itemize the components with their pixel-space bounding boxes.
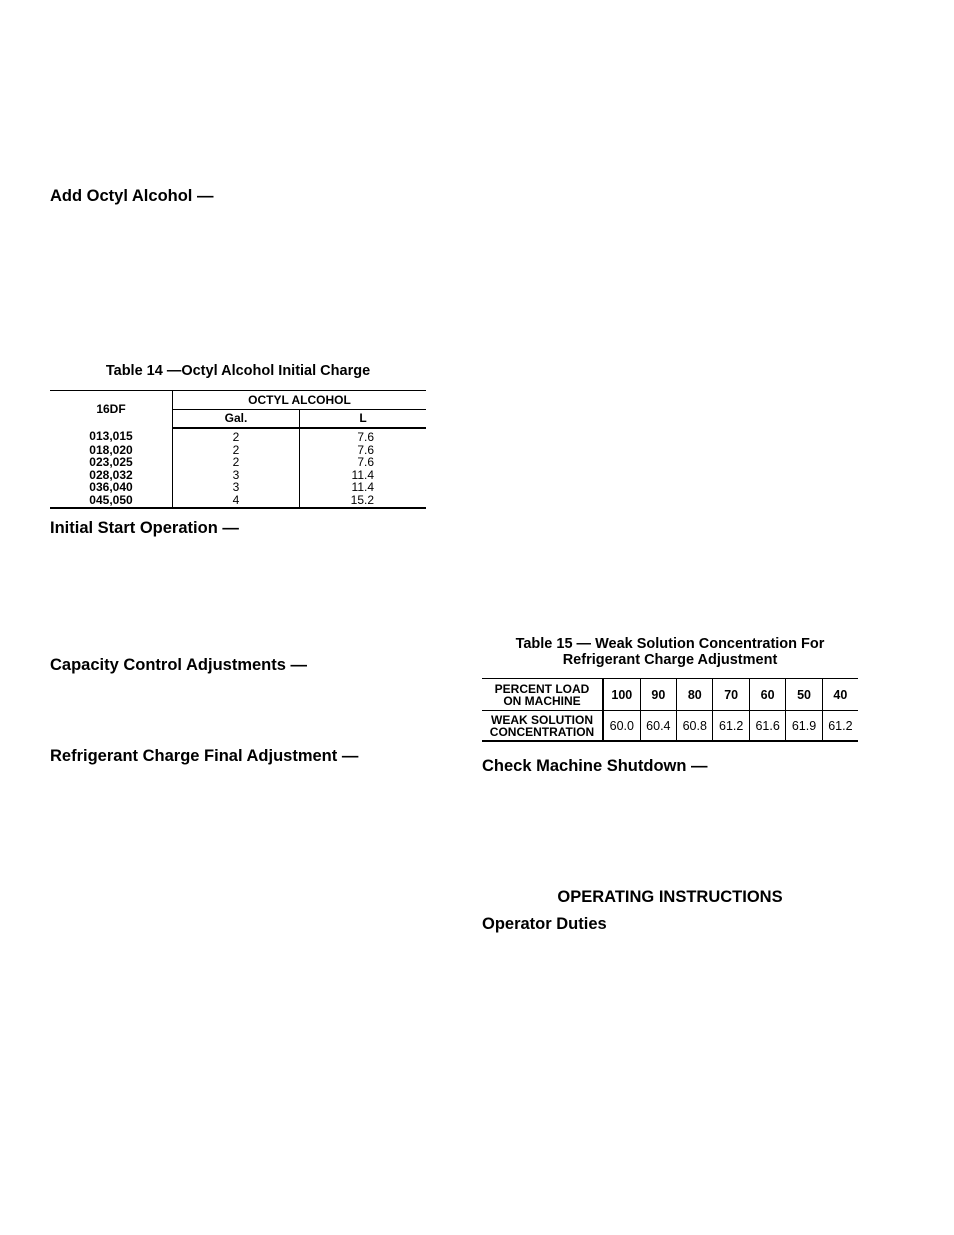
- table14-cell-model: 013,015: [50, 428, 173, 444]
- table14-cell-gal: 2: [173, 444, 300, 457]
- table-weak-solution-concentration: [482, 678, 858, 742]
- table14-cell-l: 11.4: [351, 467, 374, 482]
- table14-caption: Table 14 —Octyl Alcohol Initial Charge: [105, 363, 371, 379]
- table14-cell-gal: 3: [173, 481, 300, 494]
- table15-row-label-line: ON MACHINE: [503, 693, 581, 708]
- table14-cell-gal: 3: [173, 469, 300, 482]
- table15-caption-line1: Table 15 — Weak Solution Concentration For: [515, 636, 825, 652]
- table15-concentration-cell: 60.8: [677, 711, 713, 742]
- table14-cell-gal: 4: [173, 494, 300, 509]
- heading-capacity-control-adjustments: Capacity Control Adjustments —: [50, 656, 307, 674]
- heading-refrigerant-charge-final-adjustment: Refrigerant Charge Final Adjustment —: [50, 747, 359, 765]
- table-row: [50, 481, 426, 494]
- table15-load-cell: 90: [640, 679, 676, 711]
- heading-initial-start-operation: Initial Start Operation —: [50, 519, 239, 537]
- table-row: [482, 711, 858, 742]
- section-title-operating-instructions: OPERATING INSTRUCTIONS: [557, 888, 783, 906]
- table14-cell-model: 023,025: [50, 456, 173, 469]
- table14-cell-model: 028,032: [50, 469, 173, 482]
- table14-cell-gal: 2: [173, 428, 300, 444]
- table15-load-cell: 100: [603, 679, 640, 711]
- table14-cell-l: 7.6: [357, 442, 374, 457]
- table-octyl-alcohol-initial-charge: [50, 390, 426, 509]
- table15-row-label-percent-load: [482, 679, 603, 711]
- table15-concentration-cell: 61.2: [713, 711, 749, 742]
- table14-cell-model: 018,020: [50, 444, 173, 457]
- table15-concentration-cell: 60.4: [640, 711, 676, 742]
- table15-row-label-line: WEAK SOLUTION: [491, 712, 593, 727]
- table15-concentration-cell: 61.9: [786, 711, 822, 742]
- table15-concentration-cell: 61.2: [822, 711, 858, 742]
- heading-check-machine-shutdown: Check Machine Shutdown —: [482, 757, 708, 775]
- heading-operator-duties: Operator Duties: [482, 915, 607, 933]
- table14-cell-gal: 2: [173, 456, 300, 469]
- table15-load-cell: 80: [677, 679, 713, 711]
- table15-caption: [482, 636, 858, 668]
- table-row: [50, 428, 426, 444]
- table14-cell-l: 15.2: [300, 494, 427, 509]
- table14-cell-l: 7.6: [357, 430, 374, 444]
- table14-cell-l: 7.6: [357, 455, 374, 469]
- table-row: [50, 494, 426, 509]
- table-row: [482, 679, 858, 711]
- table14-header-octyl-alcohol: OCTYL ALCOHOL: [173, 391, 427, 410]
- table14-header-model: 16DF: [50, 391, 173, 429]
- table15-concentration-cell: 61.6: [749, 711, 785, 742]
- table15-load-cell: 40: [822, 679, 858, 711]
- table15-row-label-weak-solution: [482, 711, 603, 742]
- table15-concentration-cell: 60.0: [603, 711, 640, 742]
- table15-caption-line2: Refrigerant Charge Adjustment: [562, 652, 778, 668]
- table14-cell-l: 11.4: [351, 480, 374, 494]
- table14-header-gal: Gal.: [173, 410, 300, 429]
- table-row: [50, 456, 426, 469]
- table15-row-label-line: CONCENTRATION: [489, 724, 595, 739]
- table14-cell-model: 045,050: [50, 494, 173, 509]
- table15-load-cell: 50: [786, 679, 822, 711]
- table15-load-cell: 70: [713, 679, 749, 711]
- table15-load-cell: 60: [749, 679, 785, 711]
- heading-add-octyl-alcohol: Add Octyl Alcohol —: [50, 187, 214, 205]
- table14-cell-model: 036,040: [50, 481, 173, 494]
- table14-header-l: L: [300, 410, 427, 429]
- table15-row-label-line: PERCENT LOAD: [494, 681, 590, 696]
